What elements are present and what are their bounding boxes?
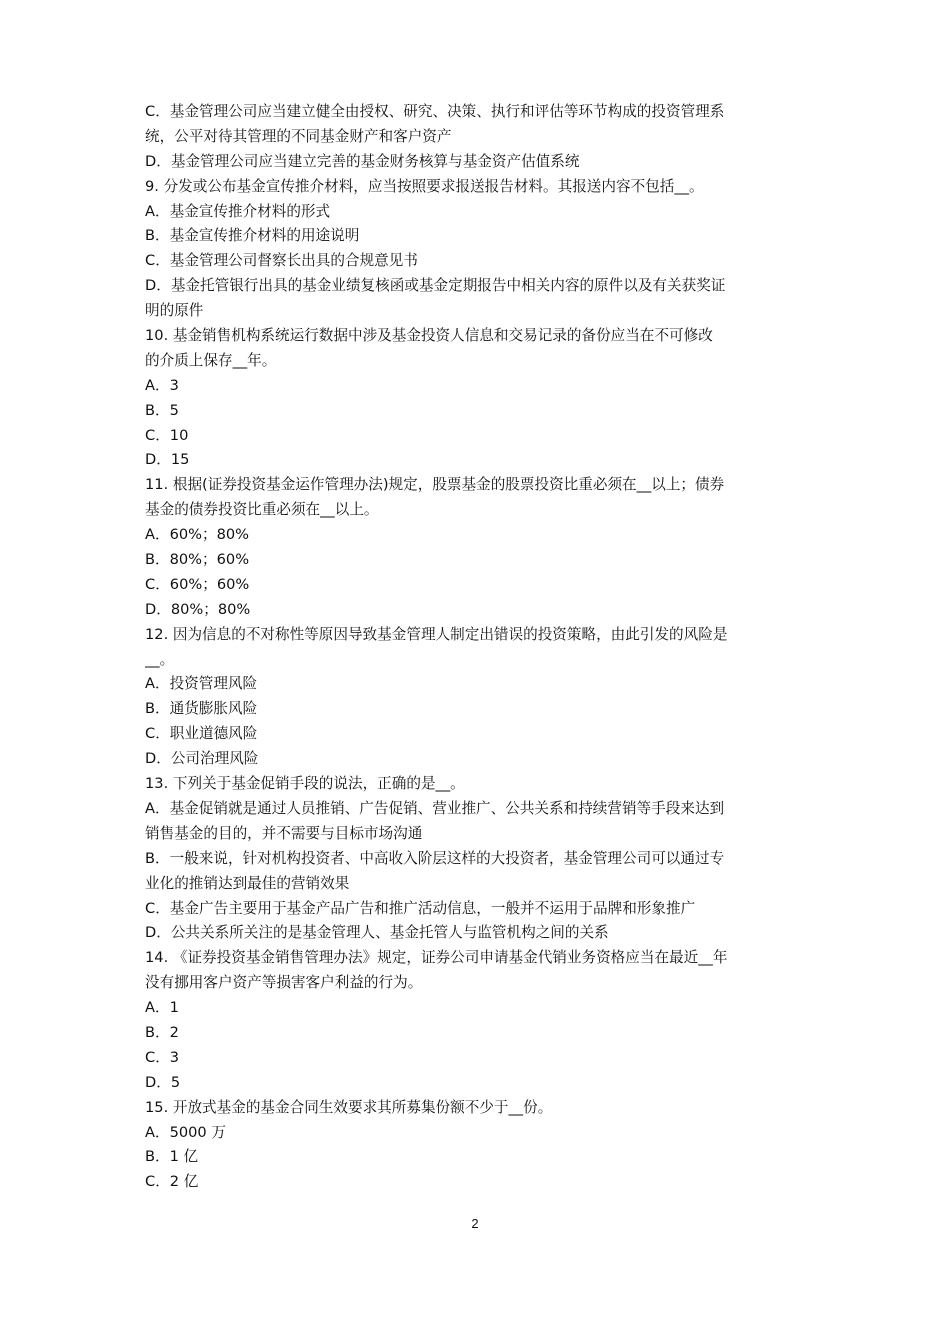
text-line: A．60%；80%: [145, 526, 250, 544]
text-line: C．基金广告主要用于基金产品广告和推广活动信息，一般并不运用于品牌和形象推广: [145, 899, 696, 917]
text-line: A．5000 万: [145, 1123, 226, 1141]
text-line: D．基金托管银行出具的基金业绩复核函或基金定期报告中相关内容的原件以及有关获奖证: [145, 277, 726, 295]
text-line: A．投资管理风险: [145, 675, 258, 693]
text-line: C．3: [145, 1048, 180, 1066]
text-line: D．5: [145, 1073, 181, 1091]
text-line: B．5: [145, 401, 179, 419]
text-line: 13. 下列关于基金促销手段的说法，正确的是__。: [145, 775, 465, 793]
text-line: 14. 《证券投资基金销售管理办法》规定，证券公司申请基金代销业务资格应当在最近__年: [145, 949, 728, 967]
text-line: B．80%；60%: [145, 551, 250, 569]
text-line: B．基金宣传推介材料的用途说明: [145, 227, 360, 245]
text-line: 基金的债券投资比重必须在__以上。: [145, 501, 379, 519]
text-line: D．基金管理公司应当建立完善的基金财务核算与基金资产估值系统: [145, 152, 580, 170]
text-line: A．基金宣传推介材料的形式: [145, 202, 331, 220]
text-line: C．职业道德风险: [145, 725, 258, 743]
text-line: A．3: [145, 376, 179, 394]
text-line: C．10: [145, 426, 189, 444]
text-line: A．1: [145, 999, 179, 1017]
text-line: D．80%；80%: [145, 600, 251, 618]
text-line: 10. 基金销售机构系统运行数据中涉及基金投资人信息和交易记录的备份应当在不可修改: [145, 327, 713, 345]
text-line: B．一般来说，针对机构投资者、中高收入阶层这样的大投资者，基金管理公司可以通过专: [145, 849, 725, 867]
text-line: 没有挪用客户资产等损害客户利益的行为。: [145, 974, 423, 992]
text-line: B．1 亿: [145, 1148, 199, 1166]
text-line: B．通货膨胀风险: [145, 700, 258, 718]
text-line: __。: [145, 650, 175, 668]
text-line: 销售基金的目的，并不需要与目标市场沟通: [145, 824, 423, 842]
page-number: 2: [471, 1216, 479, 1231]
text-line: C．60%；60%: [145, 575, 250, 593]
text-line: 的介质上保存__年。: [145, 351, 277, 369]
text-line: D．15: [145, 451, 190, 469]
text-line: 9. 分发或公布基金宣传推介材料，应当按照要求报送报告材料。其报送内容不包括__。: [145, 177, 704, 195]
text-line: 12. 因为信息的不对称性等原因导致基金管理人制定出错误的投资策略，由此引发的风险是: [145, 625, 728, 643]
text-line: D．公司治理风险: [145, 750, 259, 768]
text-line: D．公共关系所关注的是基金管理人、基金托管人与监管机构之间的关系: [145, 924, 609, 942]
text-line: A．基金促销就是通过人员推销、广告促销、营业推广、公共关系和持续营销等手段来达到: [145, 799, 725, 817]
text-line: 明的原件: [145, 302, 204, 320]
text-line: 15. 开放式基金的基金合同生效要求其所募集份额不少于__份。: [145, 1098, 553, 1116]
text-line: 11. 根据(证券投资基金运作管理办法)规定，股票基金的股票投资比重必须在__以上；债券: [145, 476, 725, 494]
text-line: 业化的推销达到最佳的营销效果: [145, 874, 350, 892]
text-line: B．2: [145, 1023, 179, 1041]
document-body: [145, 100, 815, 1195]
text-line: C．基金管理公司应当建立健全由授权、研究、决策、执行和评估等环节构成的投资管理系: [145, 103, 725, 120]
text-line: C．2 亿: [145, 1173, 199, 1191]
text-line: C．基金管理公司督察长出具的合规意见书: [145, 252, 418, 270]
text-line: 统，公平对待其管理的不同基金财产和客户资产: [145, 127, 452, 145]
